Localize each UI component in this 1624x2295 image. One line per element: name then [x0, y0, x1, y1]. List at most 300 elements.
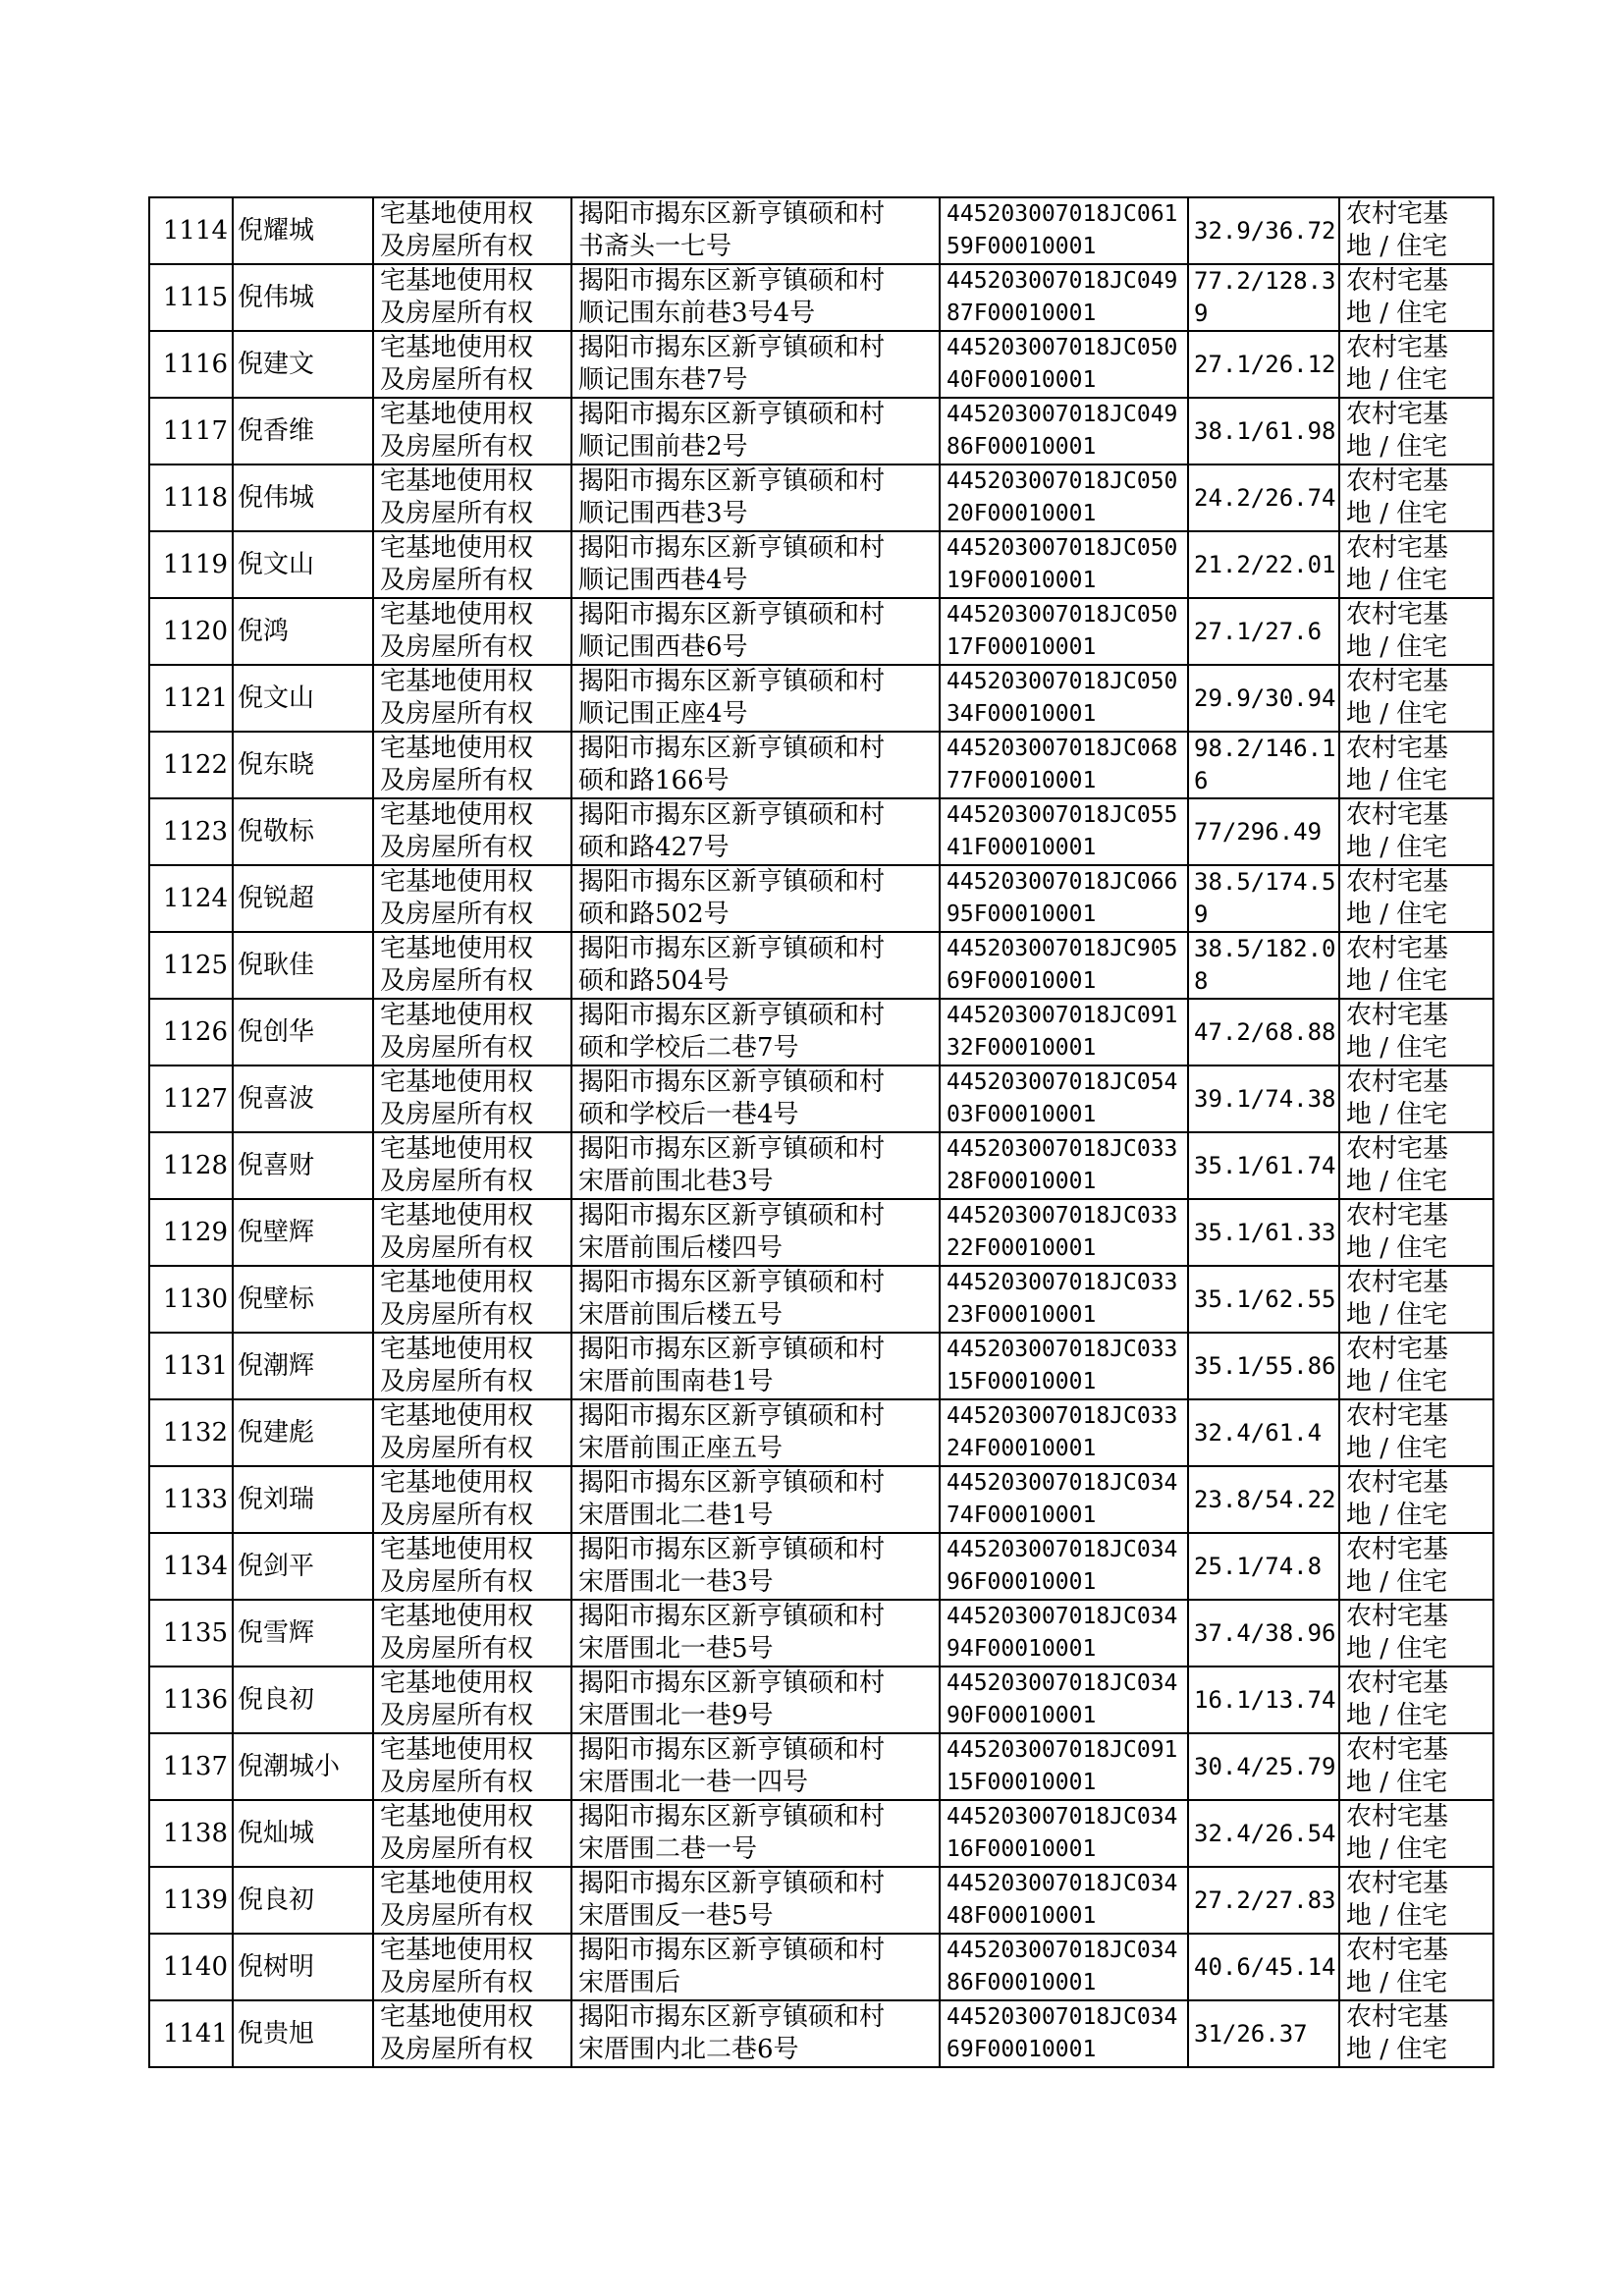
right-type-cell [373, 598, 571, 665]
land-use-line-1: 农村宅基 [1346, 1668, 1449, 1698]
right-type-line-2: 及房屋所有权 [380, 1300, 534, 1330]
land-use-line-1: 农村宅基 [1346, 867, 1449, 897]
land-use-line-1: 农村宅基 [1346, 1869, 1449, 1898]
address-line-1: 揭阳市揭东区新亨镇硕和村 [578, 199, 886, 229]
row-number-cell: 1130 [149, 1266, 233, 1333]
address-cell [571, 1667, 940, 1733]
address-line-1: 揭阳市揭东区新亨镇硕和村 [578, 400, 886, 429]
unit-code-cell: 445203007018JC04987F00010001 [940, 264, 1188, 331]
address-line-2: 顺记围西巷4号 [578, 566, 748, 595]
address-line-2: 硕和路504号 [578, 966, 730, 996]
table-row [149, 665, 1493, 732]
area-cell: 38.5/182.08 [1188, 932, 1339, 999]
address-line-1: 揭阳市揭东区新亨镇硕和村 [578, 533, 886, 563]
right-type-line-2: 及房屋所有权 [380, 1834, 534, 1864]
land-use-line-1: 农村宅基 [1346, 1201, 1449, 1230]
owner-name-cell: 倪耀城 [233, 197, 373, 264]
address-line-1: 揭阳市揭东区新亨镇硕和村 [578, 1869, 886, 1898]
address-line-1: 揭阳市揭东区新亨镇硕和村 [578, 1134, 886, 1164]
address-cell [571, 1066, 940, 1132]
land-use-line-1: 农村宅基 [1346, 400, 1449, 429]
land-use-cell [1339, 1600, 1493, 1667]
address-line-1: 揭阳市揭东区新亨镇硕和村 [578, 934, 886, 963]
right-type-line-1: 宅基地使用权 [380, 2002, 534, 2032]
right-type-line-1: 宅基地使用权 [380, 1268, 534, 1297]
unit-code-cell: 445203007018JC90569F00010001 [940, 932, 1188, 999]
table-row [149, 1867, 1493, 1934]
right-type-line-2: 及房屋所有权 [380, 566, 534, 595]
row-number-cell: 1127 [149, 1066, 233, 1132]
address-line-1: 揭阳市揭东区新亨镇硕和村 [578, 333, 886, 362]
address-line-2: 顺记围西巷3号 [578, 499, 748, 528]
unit-code-cell: 445203007018JC05020F00010001 [940, 464, 1188, 531]
land-use-line-2: 地 / 住宅 [1346, 1167, 1448, 1196]
unit-code-cell: 445203007018JC05403F00010001 [940, 1066, 1188, 1132]
right-type-cell [373, 732, 571, 798]
land-use-cell [1339, 1733, 1493, 1800]
registry-table [148, 196, 1494, 2068]
right-type-cell [373, 1867, 571, 1934]
area-cell: 32.4/61.4 [1188, 1399, 1339, 1466]
land-use-line-1: 农村宅基 [1346, 2002, 1449, 2032]
row-number-cell: 1122 [149, 732, 233, 798]
area-cell: 23.8/54.22 [1188, 1466, 1339, 1533]
right-type-cell [373, 1333, 571, 1399]
right-type-line-1: 宅基地使用权 [380, 199, 534, 229]
address-cell [571, 732, 940, 798]
land-use-line-1: 农村宅基 [1346, 1936, 1449, 1965]
land-use-line-1: 农村宅基 [1346, 1802, 1449, 1831]
area-cell: 38.5/174.59 [1188, 865, 1339, 932]
land-use-cell [1339, 1533, 1493, 1600]
address-line-2: 顺记围西巷6号 [578, 632, 748, 662]
address-line-2: 宋厝前围北巷3号 [578, 1167, 774, 1196]
area-cell: 47.2/68.88 [1188, 999, 1339, 1066]
address-line-2: 宋厝围北一巷5号 [578, 1634, 774, 1664]
right-type-line-1: 宅基地使用权 [380, 600, 534, 629]
land-use-cell [1339, 1934, 1493, 2000]
table-row [149, 464, 1493, 531]
right-type-line-2: 及房屋所有权 [380, 1701, 534, 1730]
right-type-line-2: 及房屋所有权 [380, 499, 534, 528]
table-row [149, 999, 1493, 1066]
land-use-line-1: 农村宅基 [1346, 1468, 1449, 1498]
table-row [149, 1333, 1493, 1399]
table-row [149, 1266, 1493, 1333]
owner-name-cell: 倪潮城小 [233, 1733, 373, 1800]
address-cell [571, 331, 940, 398]
land-use-line-2: 地 / 住宅 [1346, 1300, 1448, 1330]
right-type-line-1: 宅基地使用权 [380, 1001, 534, 1030]
area-cell: 77.2/128.39 [1188, 264, 1339, 331]
area-cell: 32.9/36.72 [1188, 197, 1339, 264]
land-use-line-1: 农村宅基 [1346, 1335, 1449, 1364]
land-use-cell [1339, 732, 1493, 798]
address-line-2: 顺记围东前巷3号4号 [578, 299, 816, 328]
land-use-cell [1339, 665, 1493, 732]
land-use-cell [1339, 398, 1493, 464]
right-type-cell [373, 1533, 571, 1600]
unit-code-cell: 445203007018JC03494F00010001 [940, 1600, 1188, 1667]
right-type-line-2: 及房屋所有权 [380, 966, 534, 996]
area-cell: 35.1/62.55 [1188, 1266, 1339, 1333]
address-line-1: 揭阳市揭东区新亨镇硕和村 [578, 1468, 886, 1498]
unit-code-cell: 445203007018JC09132F00010001 [940, 999, 1188, 1066]
land-use-line-2: 地 / 住宅 [1346, 1567, 1448, 1597]
unit-code-cell: 445203007018JC03490F00010001 [940, 1667, 1188, 1733]
right-type-cell [373, 531, 571, 598]
area-cell: 38.1/61.98 [1188, 398, 1339, 464]
row-number-cell: 1136 [149, 1667, 233, 1733]
table-row [149, 1800, 1493, 1867]
row-number-cell: 1123 [149, 798, 233, 865]
right-type-cell [373, 1733, 571, 1800]
right-type-line-2: 及房屋所有权 [380, 1634, 534, 1664]
right-type-cell [373, 798, 571, 865]
land-use-line-1: 农村宅基 [1346, 1735, 1449, 1765]
right-type-line-2: 及房屋所有权 [380, 1901, 534, 1931]
right-type-cell [373, 1600, 571, 1667]
right-type-cell [373, 865, 571, 932]
right-type-line-1: 宅基地使用权 [380, 400, 534, 429]
address-cell [571, 2000, 940, 2067]
right-type-line-1: 宅基地使用权 [380, 1602, 534, 1631]
owner-name-cell: 倪东晓 [233, 732, 373, 798]
land-use-line-2: 地 / 住宅 [1346, 1501, 1448, 1530]
table-row [149, 1733, 1493, 1800]
address-cell [571, 264, 940, 331]
area-cell: 32.4/26.54 [1188, 1800, 1339, 1867]
right-type-line-2: 及房屋所有权 [380, 1768, 534, 1797]
owner-name-cell: 倪壁标 [233, 1266, 373, 1333]
table-row [149, 1934, 1493, 2000]
land-use-line-1: 农村宅基 [1346, 333, 1449, 362]
table-row [149, 1199, 1493, 1266]
table-row [149, 932, 1493, 999]
right-type-cell [373, 1066, 571, 1132]
land-use-cell [1339, 197, 1493, 264]
right-type-line-1: 宅基地使用权 [380, 1201, 534, 1230]
right-type-line-2: 及房屋所有权 [380, 1968, 534, 1997]
area-cell: 30.4/25.79 [1188, 1733, 1339, 1800]
table-row [149, 1132, 1493, 1199]
unit-code-cell: 445203007018JC03416F00010001 [940, 1800, 1188, 1867]
unit-code-cell: 445203007018JC03448F00010001 [940, 1867, 1188, 1934]
table-row [149, 2000, 1493, 2067]
address-line-1: 揭阳市揭东区新亨镇硕和村 [578, 600, 886, 629]
table-row [149, 598, 1493, 665]
owner-name-cell: 倪壁辉 [233, 1199, 373, 1266]
land-use-line-1: 农村宅基 [1346, 1535, 1449, 1564]
right-type-line-2: 及房屋所有权 [380, 432, 534, 462]
table-row [149, 1667, 1493, 1733]
land-use-cell [1339, 1867, 1493, 1934]
address-cell [571, 798, 940, 865]
unit-code-cell: 445203007018JC03328F00010001 [940, 1132, 1188, 1199]
address-line-1: 揭阳市揭东区新亨镇硕和村 [578, 667, 886, 696]
address-line-1: 揭阳市揭东区新亨镇硕和村 [578, 1735, 886, 1765]
land-use-line-1: 农村宅基 [1346, 1401, 1449, 1431]
right-type-cell [373, 398, 571, 464]
right-type-line-2: 及房屋所有权 [380, 232, 534, 261]
right-type-line-2: 及房屋所有权 [380, 766, 534, 795]
address-line-2: 宋厝围北一巷一四号 [578, 1768, 809, 1797]
table-row [149, 732, 1493, 798]
address-line-2: 宋厝围内北二巷6号 [578, 2035, 799, 2064]
address-cell [571, 1934, 940, 2000]
right-type-line-1: 宅基地使用权 [380, 1535, 534, 1564]
right-type-cell [373, 1199, 571, 1266]
owner-name-cell: 倪雪辉 [233, 1600, 373, 1667]
land-use-cell [1339, 1466, 1493, 1533]
land-use-cell [1339, 865, 1493, 932]
owner-name-cell: 倪良初 [233, 1667, 373, 1733]
right-type-line-1: 宅基地使用权 [380, 1335, 534, 1364]
land-use-line-2: 地 / 住宅 [1346, 1367, 1448, 1396]
right-type-line-2: 及房屋所有权 [380, 2035, 534, 2064]
right-type-line-2: 及房屋所有权 [380, 833, 534, 862]
address-line-2: 顺记围正座4号 [578, 699, 748, 729]
row-number-cell: 1141 [149, 2000, 233, 2067]
owner-name-cell: 倪文山 [233, 665, 373, 732]
address-line-2: 顺记围前巷2号 [578, 432, 748, 462]
address-line-1: 揭阳市揭东区新亨镇硕和村 [578, 1268, 886, 1297]
right-type-line-1: 宅基地使用权 [380, 867, 534, 897]
right-type-line-2: 及房屋所有权 [380, 1167, 534, 1196]
table-row [149, 1466, 1493, 1533]
table-row [149, 264, 1493, 331]
owner-name-cell: 倪灿城 [233, 1800, 373, 1867]
unit-code-cell: 445203007018JC03315F00010001 [940, 1333, 1188, 1399]
land-use-cell [1339, 1800, 1493, 1867]
land-use-line-1: 农村宅基 [1346, 266, 1449, 296]
owner-name-cell: 倪树明 [233, 1934, 373, 2000]
owner-name-cell: 倪刘瑞 [233, 1466, 373, 1533]
address-line-1: 揭阳市揭东区新亨镇硕和村 [578, 466, 886, 496]
land-use-line-2: 地 / 住宅 [1346, 1033, 1448, 1063]
land-use-line-2: 地 / 住宅 [1346, 432, 1448, 462]
right-type-line-2: 及房屋所有权 [380, 299, 534, 328]
unit-code-cell: 445203007018JC05019F00010001 [940, 531, 1188, 598]
right-type-cell [373, 1399, 571, 1466]
address-line-1: 揭阳市揭东区新亨镇硕和村 [578, 1201, 886, 1230]
row-number-cell: 1114 [149, 197, 233, 264]
land-use-cell [1339, 464, 1493, 531]
owner-name-cell: 倪伟城 [233, 264, 373, 331]
land-use-cell [1339, 798, 1493, 865]
land-use-line-1: 农村宅基 [1346, 734, 1449, 763]
unit-code-cell: 445203007018JC06695F00010001 [940, 865, 1188, 932]
area-cell: 40.6/45.14 [1188, 1934, 1339, 2000]
right-type-cell [373, 1132, 571, 1199]
land-use-line-1: 农村宅基 [1346, 1001, 1449, 1030]
address-line-2: 宋厝前围后楼四号 [578, 1233, 784, 1263]
address-line-2: 宋厝围北二巷1号 [578, 1501, 774, 1530]
land-use-line-1: 农村宅基 [1346, 600, 1449, 629]
address-line-1: 揭阳市揭东区新亨镇硕和村 [578, 266, 886, 296]
address-cell [571, 1466, 940, 1533]
row-number-cell: 1140 [149, 1934, 233, 2000]
address-cell [571, 1132, 940, 1199]
address-cell [571, 865, 940, 932]
owner-name-cell: 倪鸿 [233, 598, 373, 665]
unit-code-cell: 445203007018JC03322F00010001 [940, 1199, 1188, 1266]
row-number-cell: 1139 [149, 1867, 233, 1934]
right-type-line-2: 及房屋所有权 [380, 632, 534, 662]
table-row [149, 1399, 1493, 1466]
right-type-line-1: 宅基地使用权 [380, 1468, 534, 1498]
land-use-line-1: 农村宅基 [1346, 1602, 1449, 1631]
address-line-1: 揭阳市揭东区新亨镇硕和村 [578, 1335, 886, 1364]
address-cell [571, 1266, 940, 1333]
address-line-1: 揭阳市揭东区新亨镇硕和村 [578, 1668, 886, 1698]
address-cell [571, 1399, 940, 1466]
owner-name-cell: 倪建彪 [233, 1399, 373, 1466]
land-use-cell [1339, 1066, 1493, 1132]
land-use-line-2: 地 / 住宅 [1346, 833, 1448, 862]
land-use-line-2: 地 / 住宅 [1346, 900, 1448, 929]
row-number-cell: 1137 [149, 1733, 233, 1800]
area-cell: 37.4/38.96 [1188, 1600, 1339, 1667]
land-use-line-1: 农村宅基 [1346, 199, 1449, 229]
land-use-cell [1339, 598, 1493, 665]
land-use-line-2: 地 / 住宅 [1346, 1968, 1448, 1997]
land-use-cell [1339, 1199, 1493, 1266]
row-number-cell: 1129 [149, 1199, 233, 1266]
area-cell: 39.1/74.38 [1188, 1066, 1339, 1132]
table-row [149, 531, 1493, 598]
unit-code-cell: 445203007018JC05541F00010001 [940, 798, 1188, 865]
row-number-cell: 1125 [149, 932, 233, 999]
owner-name-cell: 倪贵旭 [233, 2000, 373, 2067]
land-use-line-2: 地 / 住宅 [1346, 1768, 1448, 1797]
address-cell [571, 464, 940, 531]
area-cell: 77/296.49 [1188, 798, 1339, 865]
unit-code-cell: 445203007018JC09115F00010001 [940, 1733, 1188, 1800]
row-number-cell: 1133 [149, 1466, 233, 1533]
right-type-line-2: 及房屋所有权 [380, 1434, 534, 1463]
land-use-line-1: 农村宅基 [1346, 533, 1449, 563]
unit-code-cell: 445203007018JC03469F00010001 [940, 2000, 1188, 2067]
unit-code-cell: 445203007018JC06159F00010001 [940, 197, 1188, 264]
land-use-line-1: 农村宅基 [1346, 1134, 1449, 1164]
unit-code-cell: 445203007018JC06877F00010001 [940, 732, 1188, 798]
right-type-cell [373, 1266, 571, 1333]
unit-code-cell: 445203007018JC03496F00010001 [940, 1533, 1188, 1600]
row-number-cell: 1117 [149, 398, 233, 464]
address-cell [571, 1333, 940, 1399]
land-use-line-2: 地 / 住宅 [1346, 2035, 1448, 2064]
owner-name-cell: 倪潮辉 [233, 1333, 373, 1399]
right-type-cell [373, 197, 571, 264]
address-cell [571, 999, 940, 1066]
table-row [149, 398, 1493, 464]
owner-name-cell: 倪创华 [233, 999, 373, 1066]
right-type-line-1: 宅基地使用权 [380, 266, 534, 296]
row-number-cell: 1138 [149, 1800, 233, 1867]
land-use-line-2: 地 / 住宅 [1346, 632, 1448, 662]
land-use-line-1: 农村宅基 [1346, 800, 1449, 830]
address-cell [571, 197, 940, 264]
unit-code-cell: 445203007018JC03474F00010001 [940, 1466, 1188, 1533]
area-cell: 25.1/74.8 [1188, 1533, 1339, 1600]
land-use-line-1: 农村宅基 [1346, 1268, 1449, 1297]
land-use-line-1: 农村宅基 [1346, 667, 1449, 696]
address-line-2: 宋厝前围正座五号 [578, 1434, 784, 1463]
registry-table-body [149, 197, 1493, 2067]
owner-name-cell: 倪耿佳 [233, 932, 373, 999]
row-number-cell: 1121 [149, 665, 233, 732]
right-type-line-2: 及房屋所有权 [380, 699, 534, 729]
unit-code-cell: 445203007018JC05017F00010001 [940, 598, 1188, 665]
area-cell: 98.2/146.16 [1188, 732, 1339, 798]
address-line-2: 宋厝前围南巷1号 [578, 1367, 774, 1396]
address-line-2: 宋厝围反一巷5号 [578, 1901, 774, 1931]
address-line-1: 揭阳市揭东区新亨镇硕和村 [578, 800, 886, 830]
land-use-cell [1339, 264, 1493, 331]
row-number-cell: 1124 [149, 865, 233, 932]
land-use-cell [1339, 1333, 1493, 1399]
area-cell: 27.1/27.6 [1188, 598, 1339, 665]
address-line-1: 揭阳市揭东区新亨镇硕和村 [578, 1602, 886, 1631]
address-line-2: 顺记围东巷7号 [578, 365, 748, 395]
table-row [149, 331, 1493, 398]
right-type-cell [373, 1667, 571, 1733]
right-type-line-1: 宅基地使用权 [380, 1869, 534, 1898]
unit-code-cell: 445203007018JC05034F00010001 [940, 665, 1188, 732]
unit-code-cell: 445203007018JC03323F00010001 [940, 1266, 1188, 1333]
land-use-cell [1339, 1266, 1493, 1333]
right-type-line-2: 及房屋所有权 [380, 1367, 534, 1396]
land-use-line-2: 地 / 住宅 [1346, 1834, 1448, 1864]
land-use-line-2: 地 / 住宅 [1346, 566, 1448, 595]
land-use-line-2: 地 / 住宅 [1346, 1901, 1448, 1931]
address-cell [571, 665, 940, 732]
address-line-2: 硕和学校后二巷7号 [578, 1033, 799, 1063]
address-cell [571, 1800, 940, 1867]
right-type-cell [373, 999, 571, 1066]
owner-name-cell: 倪敬标 [233, 798, 373, 865]
owner-name-cell: 倪剑平 [233, 1533, 373, 1600]
right-type-line-1: 宅基地使用权 [380, 1067, 534, 1097]
address-line-2: 宋厝围北一巷3号 [578, 1567, 774, 1597]
right-type-line-1: 宅基地使用权 [380, 1936, 534, 1965]
address-cell [571, 1867, 940, 1934]
address-line-2: 硕和路427号 [578, 833, 730, 862]
address-line-2: 宋厝围北一巷9号 [578, 1701, 774, 1730]
address-line-2: 硕和学校后一巷4号 [578, 1100, 799, 1129]
right-type-line-2: 及房屋所有权 [380, 1100, 534, 1129]
address-line-2: 宋厝前围后楼五号 [578, 1300, 784, 1330]
right-type-line-1: 宅基地使用权 [380, 1802, 534, 1831]
address-line-2: 硕和路166号 [578, 766, 730, 795]
right-type-line-1: 宅基地使用权 [380, 667, 534, 696]
right-type-line-2: 及房屋所有权 [380, 1233, 534, 1263]
right-type-line-1: 宅基地使用权 [380, 1401, 534, 1431]
row-number-cell: 1128 [149, 1132, 233, 1199]
right-type-line-1: 宅基地使用权 [380, 934, 534, 963]
address-line-1: 揭阳市揭东区新亨镇硕和村 [578, 1401, 886, 1431]
area-cell: 35.1/61.33 [1188, 1199, 1339, 1266]
area-cell: 35.1/55.86 [1188, 1333, 1339, 1399]
unit-code-cell: 445203007018JC03486F00010001 [940, 1934, 1188, 2000]
owner-name-cell: 倪建文 [233, 331, 373, 398]
right-type-line-2: 及房屋所有权 [380, 1567, 534, 1597]
right-type-cell [373, 1934, 571, 2000]
right-type-cell [373, 1466, 571, 1533]
land-use-line-2: 地 / 住宅 [1346, 499, 1448, 528]
owner-name-cell: 倪文山 [233, 531, 373, 598]
